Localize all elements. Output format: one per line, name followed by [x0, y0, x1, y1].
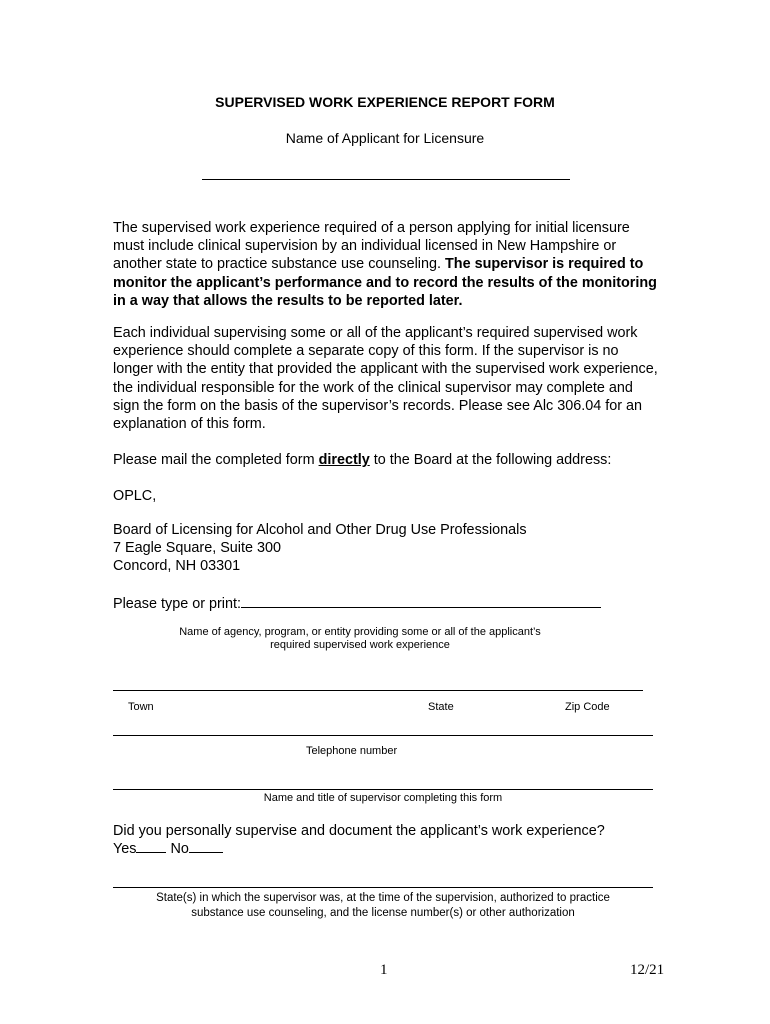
no-blank[interactable]: [189, 852, 223, 853]
address-line-1: Board of Licensing for Alcohol and Other Drug Use Professionals: [113, 522, 527, 538]
applicant-name-label: Name of Applicant for Licensure: [285, 130, 485, 146]
page-number: 1: [380, 962, 388, 978]
yes-no-row: [113, 840, 673, 858]
zip-label: Zip Code: [565, 701, 610, 713]
yes-label: Yes: [113, 841, 137, 858]
mail-text-emphasis: directly: [318, 452, 370, 468]
revision-date: 12/21: [630, 962, 665, 978]
states-line[interactable]: [113, 887, 653, 888]
form-title: SUPERVISED WORK EXPERIENCE REPORT FORM: [215, 94, 555, 110]
agency-caption-line-2: required supervised work experience: [270, 639, 450, 651]
supervisor-name-label: Name and title of supervisor completing this form: [263, 792, 503, 804]
address-line-2: 7 Eagle Square, Suite 300: [113, 540, 282, 557]
supervision-question: [113, 822, 673, 858]
paragraph-bold-text: The supervisor is required to monitor the applicant’s performance and to record the results of the monitoring in a way that allows the results to be reported later.: [113, 256, 657, 309]
yes-blank[interactable]: [136, 852, 166, 853]
states-caption: [113, 891, 653, 921]
paragraph-separate-copy: Each individual supervising some or all of the applicant’s required supervised work experience should complete a separate copy of this form. If the supervisor is no longer with the entity that provided the applicant with the supervised work experience, the individual responsible for the work of the clinical supervisor may complete and sign the form on the basis of the supervisor’s records. Please see Alc 306.04 for an explanation of this form.: [113, 325, 658, 433]
paragraph-normal-text: The supervised work experience required of a person applying for initial licensure must include clinical supervision by an individual licensed in New Hampshire or another state to practice substance use counseling.: [113, 220, 630, 273]
state-label: State: [428, 701, 454, 713]
address-block: [113, 521, 661, 576]
type-or-print-label: Please type or print:: [113, 596, 241, 612]
town-label: Town: [128, 701, 154, 713]
mail-text-before: Please mail the completed form: [113, 452, 319, 468]
address-org: OPLC,: [113, 488, 157, 504]
telephone-label: Telephone number: [306, 745, 398, 757]
town-state-zip-line[interactable]: [113, 690, 643, 691]
mail-text-after: to the Board at the following address:: [369, 452, 612, 468]
paragraph-supervision-requirement: [113, 219, 661, 310]
agency-name-line[interactable]: [241, 607, 601, 608]
states-caption-line-1: State(s) in which the supervisor was, at the time of the supervision, authorized to practice: [156, 892, 610, 904]
supervisor-name-line[interactable]: [113, 789, 653, 790]
applicant-name-line[interactable]: [202, 179, 570, 180]
type-or-print-row: [113, 595, 661, 613]
telephone-line[interactable]: [113, 735, 653, 736]
agency-caption-line-1: Name of agency, program, or entity providing some or all of the applicant’s: [179, 626, 541, 638]
supervision-question-text: Did you personally supervise and document the applicant’s work experience?: [113, 823, 605, 839]
no-label: No: [170, 841, 189, 858]
agency-caption: [160, 626, 560, 652]
paragraph-mail-instructions: [113, 451, 661, 469]
address-line-3: Concord, NH 03301: [113, 558, 241, 575]
states-caption-line-2: substance use counseling, and the license number(s) or other authorization: [191, 907, 575, 919]
